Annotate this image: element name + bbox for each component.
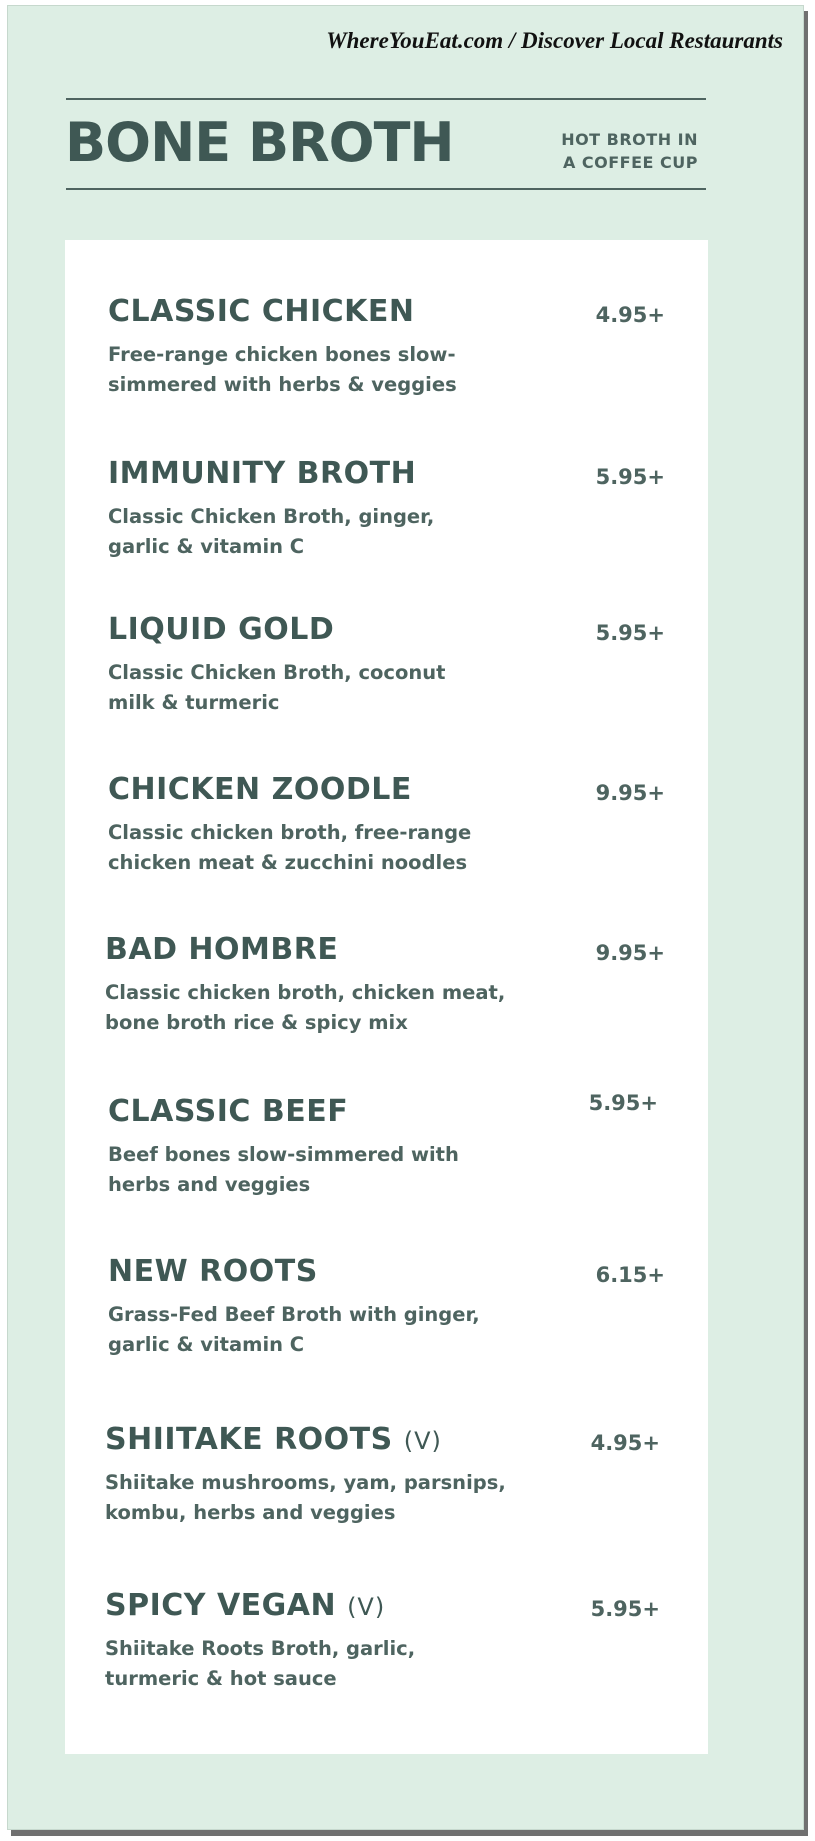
header-rule-top (66, 98, 706, 100)
item-name: CLASSIC CHICKEN (108, 294, 415, 329)
menu-item (65, 1252, 708, 1392)
vegan-tag: (V) (347, 1593, 386, 1621)
menu-card (65, 240, 708, 1754)
item-description: Free-range chicken bones slow- simmered with herbs & veggies (108, 343, 457, 396)
item-name: SHIITAKE ROOTS (V) (105, 1422, 442, 1457)
item-description: Beef bones slow-simmered with herbs and veggies (108, 1143, 459, 1196)
item-price: 5.95+ (595, 621, 665, 645)
menu-item (65, 1092, 708, 1232)
item-price: 5.95+ (595, 465, 665, 489)
menu-sheet (7, 5, 804, 1830)
item-description: Shiitake mushrooms, yam, parsnips, kombu, herbs and veggies (105, 1471, 506, 1524)
item-price: 4.95+ (595, 303, 665, 327)
item-name: CHICKEN ZOODLE (108, 772, 412, 807)
item-name: BAD HOMBRE (105, 932, 339, 967)
item-price: 9.95+ (595, 781, 665, 805)
watermark-text: WhereYouEat.com / Discover Local Restaurants (326, 28, 783, 53)
menu-item (65, 610, 708, 750)
item-price: 5.95+ (590, 1597, 660, 1621)
item-price: 6.15+ (595, 1263, 665, 1287)
menu-item (65, 770, 708, 910)
menu-tagline: HOT BROTH IN A COFFEE CUP (561, 130, 698, 172)
item-name: LIQUID GOLD (108, 612, 335, 647)
menu-item (65, 292, 708, 432)
item-description: Shiitake Roots Broth, garlic, turmeric & hot sauce (105, 1637, 416, 1690)
item-description: Classic chicken broth, chicken meat, bone broth rice & spicy mix (105, 981, 506, 1034)
menu-title: BONE BROTH (65, 111, 454, 174)
item-description: Classic chicken broth, free-range chicken meat & zucchini noodles (108, 821, 472, 874)
item-description: Grass-Fed Beef Broth with ginger, garlic & vitamin C (108, 1303, 480, 1356)
item-name: NEW ROOTS (108, 1254, 318, 1289)
item-name: CLASSIC BEEF (108, 1094, 349, 1129)
item-name: IMMUNITY BROTH (108, 456, 417, 491)
item-description: Classic Chicken Broth, coconut milk & turmeric (108, 661, 446, 714)
item-price: 5.95+ (588, 1091, 658, 1115)
item-price: 4.95+ (590, 1431, 660, 1455)
menu-item (65, 1586, 708, 1726)
menu-item (65, 1420, 708, 1560)
menu-item (65, 930, 708, 1070)
header-rule-bottom (66, 188, 706, 190)
menu-item (65, 454, 708, 594)
item-description: Classic Chicken Broth, ginger, garlic & vitamin C (108, 505, 435, 558)
vegan-tag: (V) (403, 1427, 442, 1455)
item-price: 9.95+ (595, 941, 665, 965)
item-name: SPICY VEGAN (V) (105, 1588, 386, 1623)
